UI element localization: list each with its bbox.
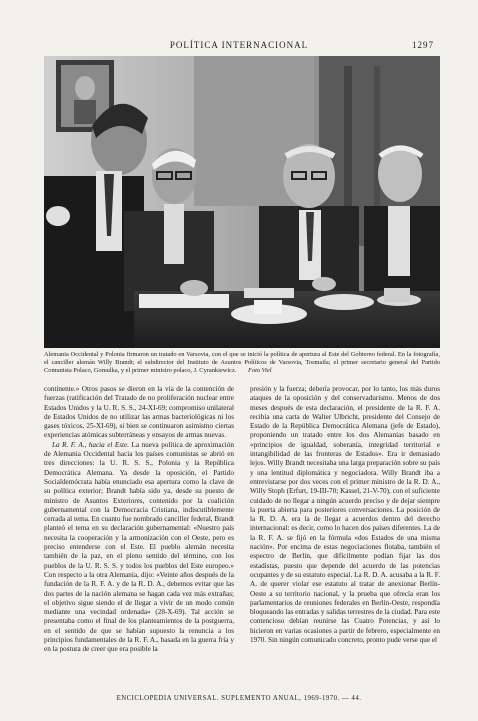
running-head (44, 40, 434, 52)
photo-caption (44, 351, 440, 375)
article-body (44, 385, 440, 685)
paragraph (44, 441, 234, 655)
section-subheading: La R. F. A., hacia el Este. (52, 440, 130, 449)
left-column (44, 385, 234, 655)
paragraph: continente.» Otros pasos se dieron en la vía de la contención de fuerzas (ratificación del Tratado de no proliferación nuclear entre Estados Unidos y la U. R. S. S., 24-XI-69; compromiso unilateral de Estados Unidos de no utilizar las armas bacteriológicas ni los gases tóxicos, 25-XI-69), si bien se continuaron asimismo ciertas experiencias atómicas subterráneas y ensayos de armas nuevas. (44, 385, 234, 440)
paragraph-text: La nueva política de aproximación de Alemania Occidental hacia los países comunistas se abrió en tres direcciones: la U. R. S. S., Polonia y la República Democrática Alemana. Ya desde la oposición, el Partido Socialdemócrata había enunciado esa apertura como la clave de su política exterior; Brandt había sido ya, desde su puesto de ministro de Asuntos Exteriores, contenido por la coalición gubernamental con la Democracia Cristiana, indiscutiblemente cerrada al tema. En cuanto fue nombrado canciller federal, Brandt planteó el tema en su declaración gubernamental: «Nuestro país necesita la cooperación y la armonización con el Oeste, pero es preciso entenderse con el Este. El pueblo alemán necesita también de la paz, en el pleno sentido del término, con los pueblos de la U. R. S. S. y todos los pueblos del Este europeo.» Con respecto a la otra Alemania, dijo: «Veinte años después de la fundación de la R. F. A. y de la R. D. A., debemos evitar que las dos partes de la nación alemana se hagan cada vez más extrañas; el objetivo sigue siendo el de llegar a vivir de un modo común mediante una vecindad ordenada» (28-X-69). Tal acción se presentaba como el final de los planteamientos de la postguerra, en el sentido de que se habían supuesto la renuncia a los principios fundamentales de la R. F. A., basada en la guerra fría y en la postura de creer que era posible la (44, 440, 234, 654)
page-footer: ENCICLOPEDIA UNIVERSAL. SUPLEMENTO ANUAL, 1969-1970. — 44. (116, 695, 362, 702)
photo-credit: Foto Viel (248, 367, 272, 375)
right-column (250, 385, 440, 645)
paragraph: presión y la fuerza; debería provocar, por lo tanto, los más duros ataques de la oposición y del conservadurismo. Menos de dos meses después de esta declaración, el presidente de la R. F. A. recibía una carta de Walter Ulbricht, presidente del Consejo de Estado de la República Democrática Alemana (jefe de Estado), proponiendo un tratado entre los dos Alemanias basado en «principios de igualdad, soberanía, integridad territorial e intangibilidad de las fronteras de Estados». Era ir demasiado lejos. Willy Brandt necesitaba una larga preparación sobre su país y una lentitud diplomática y negociadora. Willy Brandt iba a entrevistarse por dos veces con el primer ministro de la R. D. A., Willy Stoph (Erfurt, 19-III-70; Kassel, 21-V-70), con el suficiente cuidado de no llegar a ningún acuerdo preciso y de dejar siempre la puerta abierta para posteriores conversaciones. La posición de la R. D. A. era la de llegar a acuerdos dentro del derecho internacional: es decir, como lo hacen dos países diferentes. La de la R. F. A. se fijó en la fórmula «dos Estados de una misma nación». Por encima de estas negociaciones flotaba, también el espectro de Berlín, que difícilmente podían fijar las dos estadistas, puesto que depende del acuerdo de las potencias ocupantes y de su estatuto especial. La R. D. A. acusaba a la R. F. A. de querer violar ese estatuto al tratar de anexionar Berlín-Oeste a su territorio nacional, y la prueba que ofrecía eran los parlamentarios de reuniones federales en Berlín-Oeste, respondía bloqueando las entradas y salidas terrestres de la ciudad. Para este contencioso debían reunirse las Cuatro Potencias, y así lo hicieron en varias ocasiones a partir de febrero, especialmente en 1970. Sin ningún comunicado concreto, pronto pude verse que el (250, 385, 440, 645)
caption-text: Alemania Occidental y Polonia firmaron un tratado en Varsovia, con el que se inició la política de apertura al Este del Gobierno federal. En la fotografía, el canciller alemán Willy Brandt; el subdirector del Instituto de Asuntos Políticos de Varsovia, Tosmaila; el primer secretario general del Partido Comunista Polaco, Gomulka, y el primer ministro polaco, J. Cyrankiewicz. (44, 351, 440, 375)
news-photo (44, 56, 440, 348)
page-number: 1297 (412, 40, 434, 50)
section-title: POLÍTICA INTERNACIONAL (169, 40, 309, 50)
